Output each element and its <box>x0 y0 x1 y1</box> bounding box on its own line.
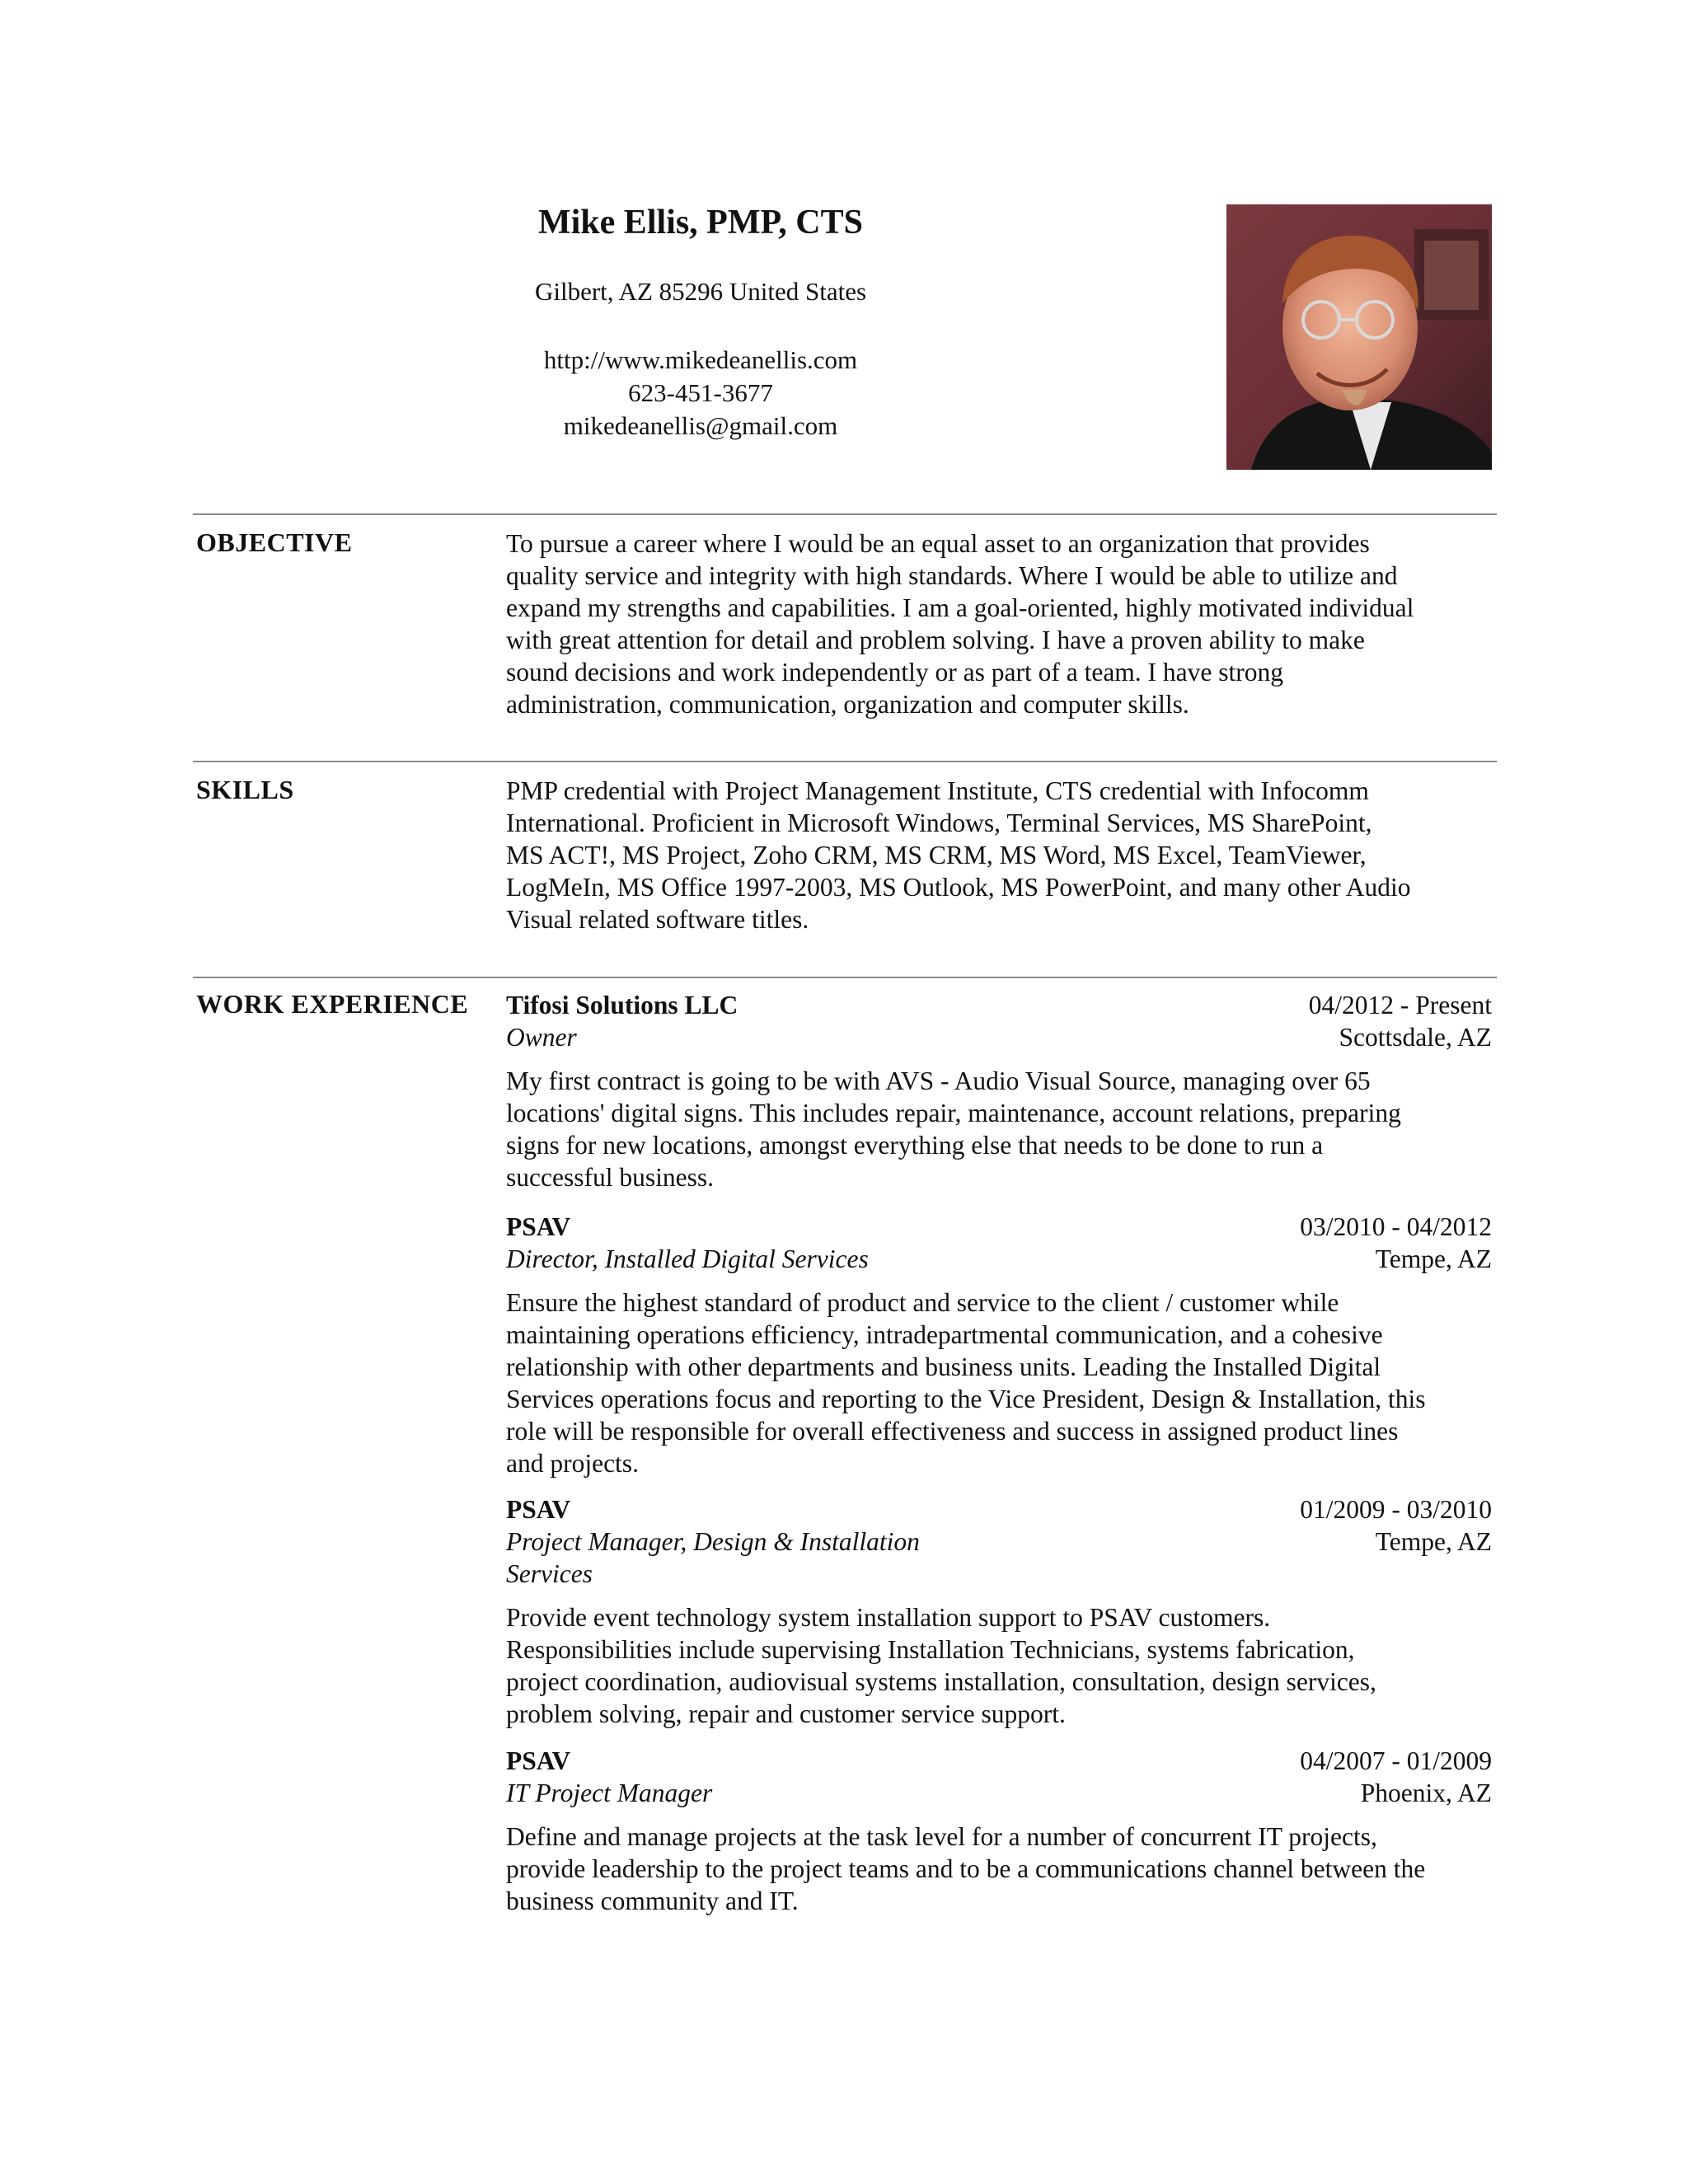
portrait-photo <box>1226 204 1492 470</box>
job-entry <box>506 989 1492 1193</box>
job-entry <box>506 1211 1492 1479</box>
job-location: Tempe, AZ <box>1375 1527 1492 1556</box>
job-description-line: Responsibilities include supervising Installation Technicians, systems fabrication, <box>506 1635 1355 1664</box>
skills-heading: SKILLS <box>196 775 294 804</box>
job-company: PSAV <box>506 1746 571 1775</box>
objective-line: expand my strengths and capabilities. I am a goal-oriented, highly motivated individual <box>506 593 1414 622</box>
job-entry <box>506 1493 1492 1730</box>
job-description-line: and projects. <box>506 1449 639 1478</box>
job-description-line: Ensure the highest standard of product and service to the client / customer while <box>506 1288 1339 1317</box>
job-description <box>506 1065 1492 1193</box>
candidate-address: Gilbert, AZ 85296 United States <box>534 277 867 307</box>
job-description-line: Define and manage projects at the task level for a number of concurrent IT projects, <box>506 1822 1377 1851</box>
skills-text <box>506 775 1495 935</box>
job-description-line: business community and IT. <box>506 1886 799 1915</box>
job-description-line: relationship with other departments and business units. Leading the Installed Digital <box>506 1352 1381 1381</box>
objective-line: with great attention for detail and problem solving. I have a proven ability to make <box>506 626 1365 654</box>
job-company: Tifosi Solutions LLC <box>506 991 738 1019</box>
job-entry <box>506 1745 1492 1917</box>
job-title: Owner <box>506 1023 577 1052</box>
skills-line: MS ACT!, MS Project, Zoho CRM, MS CRM, MS Word, MS Excel, TeamViewer, <box>506 841 1367 869</box>
job-description-line: Provide event technology system installation support to PSAV customers. <box>506 1603 1271 1632</box>
job-title: Director, Installed Digital Services <box>506 1244 869 1273</box>
objective-line: quality service and integrity with high standards. Where I would be able to utilize and <box>506 561 1398 590</box>
job-dates: 04/2012 - Present <box>1308 991 1492 1019</box>
job-description-line: maintaining operations efficiency, intradepartmental communication, and a cohesive <box>506 1320 1383 1349</box>
divider <box>193 513 1497 515</box>
job-description-line: My first contract is going to be with AVS - Audio Visual Source, managing over 65 <box>506 1066 1371 1095</box>
job-description-line: role will be responsible for overall effectiveness and success in assigned product lines <box>506 1417 1399 1446</box>
job-title: Project Manager, Design & Installation <box>506 1527 920 1556</box>
skills-line: PMP credential with Project Management Institute, CTS credential with Infocomm <box>506 776 1369 805</box>
portrait-photo-icon <box>1226 204 1492 470</box>
objective-line: sound decisions and work independently or as part of a team. I have strong <box>506 658 1284 687</box>
job-dates: 03/2010 - 04/2012 <box>1300 1212 1492 1241</box>
job-dates: 01/2009 - 03/2010 <box>1300 1495 1492 1524</box>
objective-line: administration, communication, organization and computer skills. <box>506 690 1189 719</box>
objective-text <box>506 527 1495 720</box>
job-title: Services <box>506 1559 593 1588</box>
job-description-line: locations' digital signs. This includes repair, maintenance, account relations, preparing <box>506 1099 1401 1127</box>
job-description-line: provide leadership to the project teams and to be a communications channel between the <box>506 1854 1426 1883</box>
candidate-name: Mike Ellis, PMP, CTS <box>538 204 863 241</box>
job-company: PSAV <box>506 1495 571 1524</box>
divider <box>193 977 1497 978</box>
job-description <box>506 1821 1492 1917</box>
resume-header <box>495 202 907 443</box>
skills-line: Visual related software titles. <box>506 905 809 934</box>
job-description-line: successful business. <box>506 1163 714 1192</box>
job-description-line: project coordination, audiovisual systems installation, consultation, design services, <box>506 1667 1376 1696</box>
job-location: Tempe, AZ <box>1375 1244 1492 1273</box>
job-company: PSAV <box>506 1212 571 1241</box>
website-link[interactable]: http://www.mikedeanellis.com <box>543 344 858 374</box>
job-dates: 04/2007 - 01/2009 <box>1300 1746 1492 1775</box>
divider <box>193 761 1497 762</box>
job-description-line: Services operations focus and reporting to the Vice President, Design & Installation, this <box>506 1385 1426 1413</box>
job-location: Scottsdale, AZ <box>1339 1023 1492 1052</box>
job-description <box>506 1601 1492 1730</box>
email-address[interactable]: mikedeanellis@gmail.com <box>563 410 838 440</box>
job-location: Phoenix, AZ <box>1360 1779 1492 1807</box>
job-description-line: signs for new locations, amongst everything else that needs to be done to run a <box>506 1131 1324 1160</box>
skills-line: LogMeIn, MS Office 1997-2003, MS Outlook, MS PowerPoint, and many other Audio <box>506 873 1411 902</box>
phone-number: 623-451-3677 <box>628 377 773 407</box>
skills-line: International. Proficient in Microsoft Windows, Terminal Services, MS SharePoint, <box>506 808 1372 837</box>
job-description <box>506 1286 1492 1479</box>
job-title: IT Project Manager <box>506 1779 713 1807</box>
objective-heading: OBJECTIVE <box>196 527 353 557</box>
work-experience-heading: WORK EXPERIENCE <box>196 989 469 1019</box>
job-description-line: problem solving, repair and customer service support. <box>506 1699 1066 1728</box>
contact-block <box>495 344 907 443</box>
objective-line: To pursue a career where I would be an equal asset to an organization that provides <box>506 529 1370 558</box>
